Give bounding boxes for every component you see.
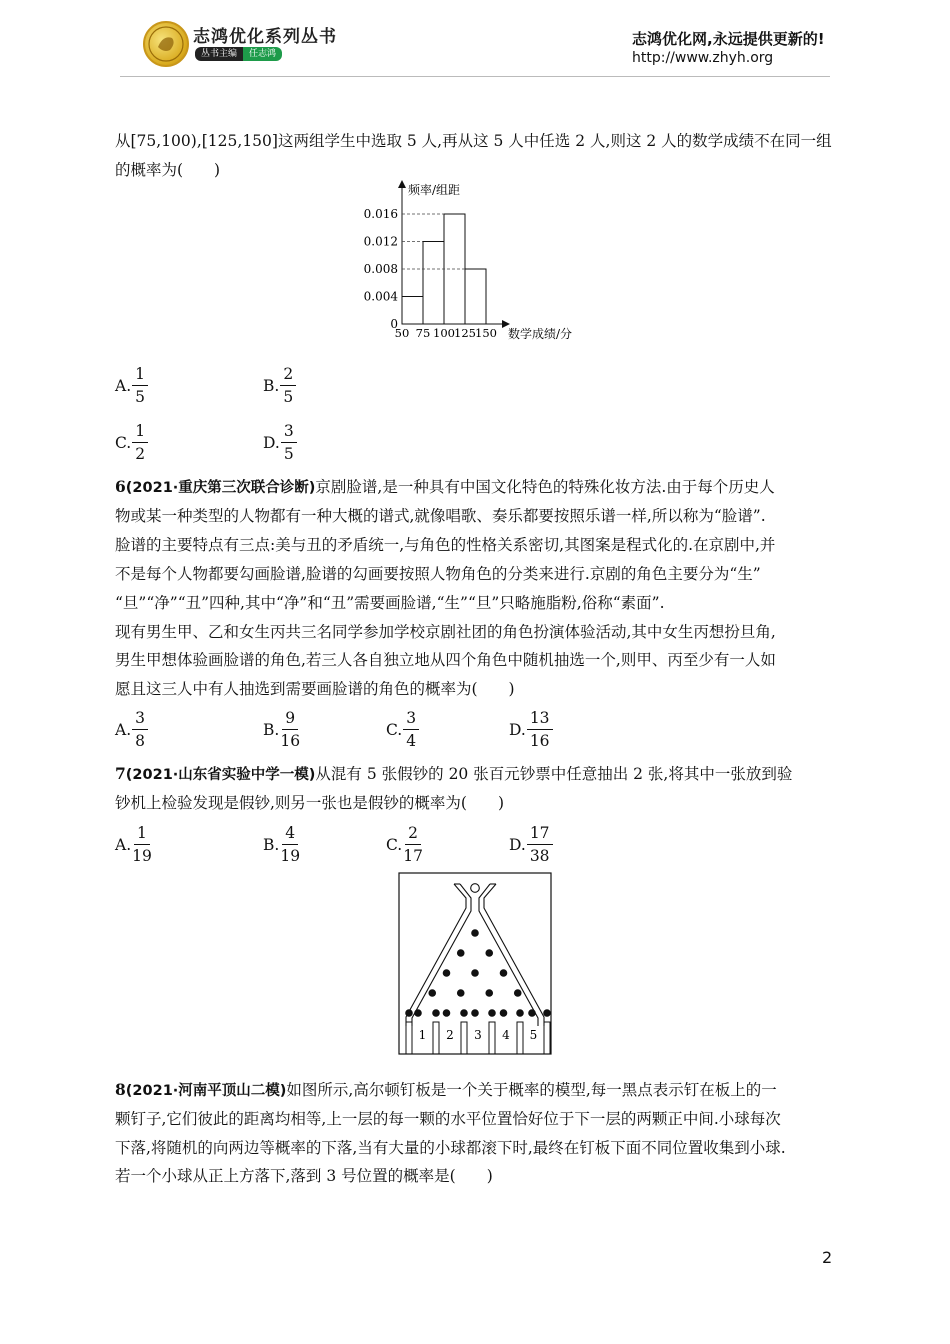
numerator: 4 [282,823,298,845]
peg [485,989,493,997]
page-number: 2 [822,1248,833,1267]
denominator: 17 [403,847,423,865]
peg [471,929,479,937]
denominator: 16 [529,732,550,750]
denominator: 5 [283,388,294,406]
option-label: A. [115,377,132,395]
q5-option-c[interactable] [115,421,148,465]
numerator: 3 [403,708,419,730]
option-label: C. [386,836,403,854]
denominator: 19 [280,847,301,865]
y-tick-label: 0.016 [363,207,398,221]
peg [488,1009,496,1017]
q6-text-line-2: 物或某一种类型的人物都有一种大概的谱式,就像唱歌、奏乐都要按照乐谱一样,所以称为“脸谱”. [115,507,766,525]
q7-number: 7 [115,764,126,783]
option-fraction [403,708,419,752]
q5-text-line-1: 从[75,100),[125,150]这两组学生中选取 5 人,再从这 5 人中任选 2 人,则这 2 人的数学成绩不在同一组 [115,132,832,150]
q8-text-line-2: 颗钉子,它们彼此的距离均相等,上一层的每一颗的水平位置恰好位于下一层的两颗正中间.小球每次 [115,1110,781,1128]
y-tick-label: 0 [390,317,398,331]
x-tick-label: 125 [454,326,476,340]
histogram-bar-2 [423,242,444,325]
brand-editor-name: 任志鸿 [243,47,282,61]
q7-option-b[interactable] [263,823,300,867]
header-divider [120,76,830,77]
slot-label-3: 3 [474,1028,482,1042]
q6-source: (2021·重庆第三次联合诊断) [125,480,316,496]
q8-text-line-4: 若一个小球从正上方落下,落到 3 号位置的概率是( ) [115,1167,493,1185]
option-fraction [132,364,148,408]
peg [543,1009,551,1017]
brand-editor-label: 丛书主编 [195,47,243,61]
option-fraction [281,421,297,465]
y-tick-label: 0.008 [363,262,398,276]
x-tick-label: 50 [394,326,410,340]
denominator: 8 [135,732,145,750]
x-axis-label: 数学成绩/分 [508,327,573,341]
peg [443,969,451,977]
numerator: 3 [281,421,297,443]
header-url[interactable]: http://www.zhyh.org [632,50,774,66]
q7-option-d[interactable] [509,823,553,867]
denominator: 4 [406,732,417,750]
ball [471,884,480,893]
q6-text: 京剧脸谱,是一种具有中国文化特色的特殊化妆方法.由于每个历史人 [315,478,775,496]
q8-number: 8 [115,1080,126,1099]
peg [528,1009,536,1017]
option-label: B. [263,721,280,739]
q6-text-line-1 [115,477,775,498]
x-tick-label: 100 [433,326,455,340]
option-fraction [132,823,152,867]
option-fraction [527,823,553,867]
q7-option-a[interactable] [115,823,152,867]
denominator: 16 [280,732,301,750]
option-label: C. [115,434,132,452]
q7-option-c[interactable] [386,823,423,867]
peg [457,949,465,957]
denominator: 2 [135,445,146,463]
q5-option-d[interactable] [263,421,297,465]
numerator: 17 [527,823,553,845]
q7-text: 从混有 5 张假钞的 20 张百元钞票中任意抽出 2 张,将其中一张放到验 [315,765,793,783]
q6-text-line-8: 愿且这三人中有人抽选到需要画脸谱的角色的概率为( ) [115,680,515,698]
option-fraction [280,823,300,867]
option-fraction [132,708,148,752]
x-tick-label: 150 [475,326,497,340]
y-tick-label: 0.012 [363,234,398,249]
q7-text-line-2: 钞机上检验发现是假钞,则另一张也是假钞的概率为( ) [115,794,505,812]
q6-option-c[interactable] [386,708,419,752]
option-fraction [403,823,423,867]
option-label: A. [115,721,132,739]
q6-text-line-5: “旦”“净”“丑”四种,其中“净”和“丑”需要画脸谱,“生”“旦”只略施脂粉,俗称“素面”. [115,594,665,612]
slot-label-5: 5 [529,1028,538,1042]
q8-text-line-3: 下落,将随机的向两边等概率的下落,当有大量的小球都滚下时,最终在钉板下面不同位置收集到小球. [115,1139,786,1157]
option-fraction [132,421,148,465]
option-fraction [280,708,300,752]
slot-label-1: 1 [418,1028,427,1042]
option-label: D. [509,721,526,739]
q7-source: (2021·山东省实验中学一模) [125,767,316,783]
peg [471,969,479,977]
header-slogan: 志鸿优化网,永远提供更新的! [632,30,825,48]
q6-option-a[interactable] [115,708,148,752]
peg [500,1009,508,1017]
numerator: 2 [280,364,296,386]
histogram-bar-1 [402,297,423,325]
peg [432,1009,440,1017]
peg [405,1009,413,1017]
option-fraction [527,708,553,752]
brand-title: 志鸿优化系列丛书 [193,27,337,47]
peg [514,989,522,997]
q6-text-line-3: 脸谱的主要特点有三点:美与丑的矛盾统一,与角色的性格关系密切,其图案是程式化的.在京剧中,并 [115,536,776,554]
q6-option-d[interactable] [509,708,553,752]
board-frame [399,873,551,1054]
peg [516,1009,524,1017]
peg [500,969,508,977]
numerator: 1 [132,421,148,443]
y-axis-label: 频率/组距 [408,183,461,197]
galton-board-figure [398,872,554,1056]
peg [414,1009,422,1017]
histogram-bar-4 [465,269,486,324]
peg [471,1009,479,1017]
denominator: 5 [283,445,294,463]
numerator: 3 [132,708,148,730]
option-fraction [280,364,296,408]
peg [485,949,493,957]
q6-number: 6 [115,477,126,496]
q6-text-line-4: 不是每个人物都要勾画脸谱,脸谱的勾画要按照人物角色的分类来进行.京剧的角色主要分为“生” [115,565,761,583]
option-label: C. [386,721,403,739]
q6-text-line-6: 现有男生甲、乙和女生丙共三名同学参加学校京剧社团的角色扮演体验活动,其中女生丙想扮旦角, [115,623,776,641]
numerator: 9 [282,708,298,730]
peg [457,989,465,997]
q8-text: 如图所示,高尔顿钉板是一个关于概率的模型,每一黑点表示钉在板上的一 [286,1081,777,1099]
q8-text-line-1 [115,1080,777,1101]
slot-label-4: 4 [502,1028,510,1042]
q6-option-b[interactable] [263,708,300,752]
q8-source: (2021·河南平顶山二模) [125,1083,287,1099]
peg [443,1009,451,1017]
q5-option-b[interactable] [263,364,296,408]
y-tick-label: 0.004 [363,289,398,304]
numerator: 1 [134,823,150,845]
option-label: D. [509,836,526,854]
peg [460,1009,468,1017]
denominator: 38 [529,847,550,865]
histogram-chart [360,178,600,346]
brand-editor-badge [195,47,282,61]
q5-text-line-2: 的概率为( ) [115,161,221,179]
brand-seal-logo [143,21,189,67]
q5-option-a[interactable] [115,364,148,408]
q6-text-line-7: 男生甲想体验画脸谱的角色,若三人各自独立地从四个角色中随机抽选一个,则甲、丙至少有一人如 [115,651,776,669]
numerator: 13 [527,708,553,730]
option-label: B. [263,377,280,395]
peg [428,989,436,997]
option-label: D. [263,434,280,452]
denominator: 5 [135,388,145,406]
slot-label-2: 2 [446,1028,454,1042]
option-label: A. [115,836,132,854]
q7-text-line-1 [115,764,792,785]
numerator: 1 [132,364,148,386]
denominator: 19 [132,847,152,865]
numerator: 2 [405,823,421,845]
x-tick-label: 75 [415,326,431,340]
option-label: B. [263,836,280,854]
